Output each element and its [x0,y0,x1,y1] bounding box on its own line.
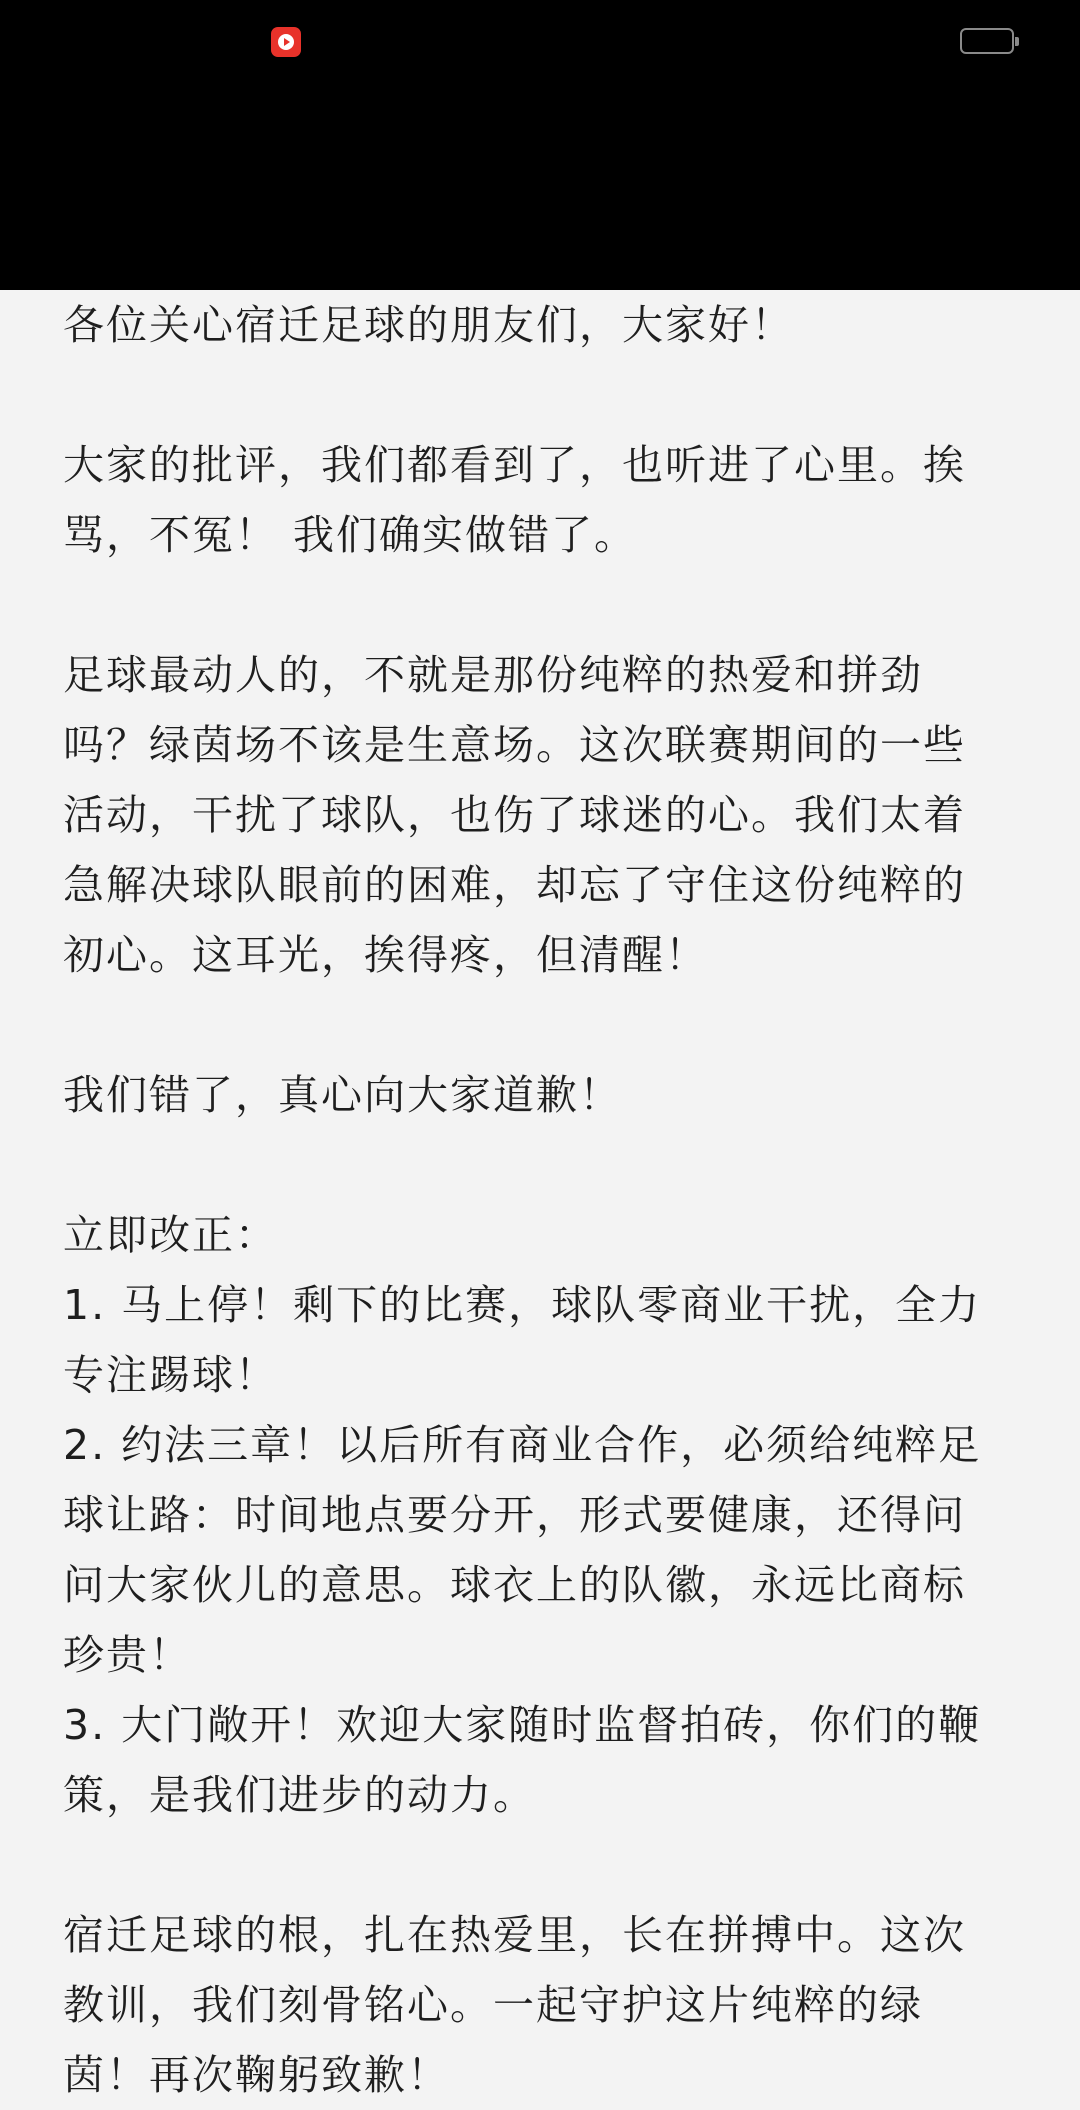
text-line: 问大家伙儿的意思。球衣上的队徽，永远比商标 [63,1561,966,1609]
greeting [63,290,1023,360]
correction-item [63,1690,1023,1830]
text-line: 活动，干扰了球队，也伤了球迷的心。我们太着 [63,791,966,839]
correction-list [63,1200,1023,1830]
paragraph-reflection [63,640,1023,990]
paragraph-apology [63,1060,1023,1130]
text-line: 2. 约法三章！以后所有商业合作，必须给纯粹足 [63,1421,982,1469]
paragraph-criticism [63,430,1023,570]
text-line: 宿迁足球的根，扎在热爱里，长在拼搏中。这次 [63,1911,966,1959]
text-line: 3. 大门敞开！欢迎大家随时监督拍砖，你们的鞭 [63,1701,982,1749]
text-line: 珍贵！ [63,1631,192,1679]
text-line: 吗？绿茵场不该是生意场。这次联赛期间的一些 [63,721,966,769]
text-line: 1. 马上停！剩下的比赛，球队零商业干扰，全力 [63,1281,982,1329]
battery-icon [960,28,1014,54]
text-line: 足球最动人的，不就是那份纯粹的热爱和拼劲 [63,651,923,699]
status-bar [0,0,1080,290]
video-app-icon[interactable] [271,27,301,57]
correction-heading: 立即改正： [63,1211,278,1259]
correction-item [63,1270,1023,1410]
text-line: 茵！再次鞠躬致歉！ [63,2051,450,2099]
correction-item [63,1410,1023,1690]
text-line: 骂，不冤！ 我们确实做错了。 [63,511,638,559]
text-line: 球让路：时间地点要分开，形式要健康，还得问 [63,1491,966,1539]
text-line: 专注踢球！ [63,1351,278,1399]
text-line: 教训，我们刻骨铭心。一起守护这片纯粹的绿 [63,1981,923,2029]
greeting-line: 各位关心宿迁足球的朋友们，大家好！ [63,301,794,349]
text-line: 初心。这耳光，挨得疼，但清醒！ [63,931,708,979]
text-line: 策，是我们进步的动力。 [63,1771,536,1819]
text-line: 我们错了，真心向大家道歉！ [63,1071,622,1119]
paragraph-closing [63,1900,1023,2110]
text-line: 大家的批评，我们都看到了，也听进了心里。挨 [63,441,966,489]
apology-letter [63,290,1023,2110]
play-icon [277,33,295,51]
text-line: 急解决球队眼前的困难，却忘了守住这份纯粹的 [63,861,966,909]
